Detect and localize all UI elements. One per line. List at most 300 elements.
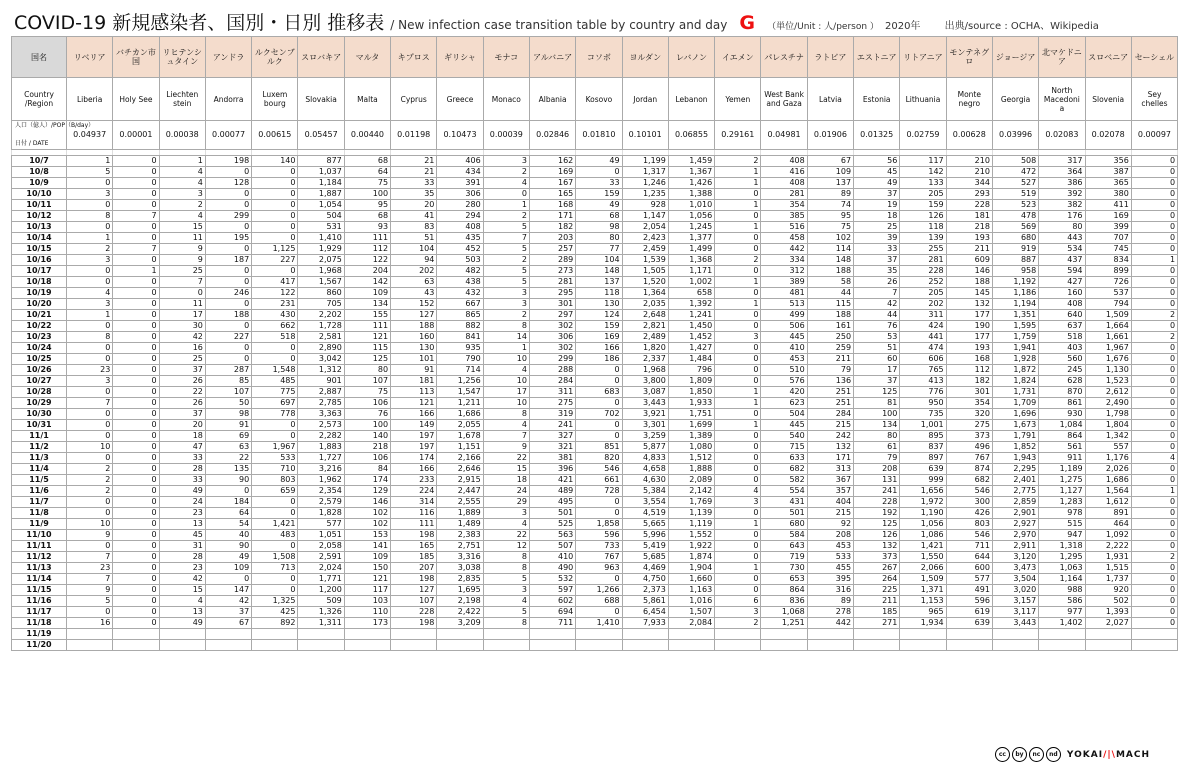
case-count-cell: 2,915	[437, 475, 483, 486]
case-count-cell: 606	[900, 354, 946, 365]
case-count-cell: 8	[67, 332, 113, 343]
case-count-cell: 295	[529, 288, 575, 299]
case-count-cell: 0	[715, 354, 761, 365]
case-count-cell: 165	[391, 541, 437, 552]
case-count-cell: 1,186	[992, 288, 1038, 299]
case-count-cell: 1,523	[1085, 376, 1131, 387]
country-name-jp: アンドラ	[205, 37, 251, 78]
case-count-cell: 106	[344, 453, 390, 464]
case-count-cell: 1,507	[668, 607, 714, 618]
case-count-cell: 110	[344, 607, 390, 618]
case-count-cell: 576	[761, 376, 807, 387]
case-count-cell: 68	[344, 211, 390, 222]
case-count-cell: 0	[113, 409, 159, 420]
country-name-en: Yemen	[715, 78, 761, 121]
footer	[995, 747, 1150, 762]
case-count-cell: 0	[252, 508, 298, 519]
case-count-cell: 95	[344, 200, 390, 211]
case-count-cell: 41	[391, 211, 437, 222]
table-row	[12, 497, 1178, 508]
case-count-cell: 919	[992, 244, 1038, 255]
case-count-cell: 6,454	[622, 607, 668, 618]
case-count-cell: 364	[1039, 167, 1085, 178]
case-count-cell: 3,087	[622, 387, 668, 398]
country-name-en: Slovenia	[1085, 78, 1131, 121]
case-count-cell: 1,934	[900, 618, 946, 629]
case-count-cell: 0	[252, 541, 298, 552]
case-count-cell: 1,759	[992, 332, 1038, 343]
case-count-cell: 122	[344, 255, 390, 266]
case-count-cell: 1	[715, 420, 761, 431]
case-count-cell: 834	[1085, 255, 1131, 266]
case-count-cell: 231	[252, 299, 298, 310]
case-count-cell: 776	[900, 387, 946, 398]
case-count-cell: 0	[1131, 519, 1177, 530]
case-count-cell	[437, 640, 483, 651]
case-count-cell: 218	[946, 222, 992, 233]
case-count-cell: 767	[576, 552, 622, 563]
case-count-cell: 241	[529, 420, 575, 431]
case-count-cell: 519	[992, 189, 1038, 200]
case-count-cell: 281	[761, 189, 807, 200]
table-row	[12, 398, 1178, 409]
date-cell: 11/8	[12, 508, 67, 519]
case-count-cell: 1,190	[900, 508, 946, 519]
case-count-cell: 1,241	[668, 310, 714, 321]
case-count-cell: 1,887	[298, 189, 344, 200]
case-count-cell: 4,750	[622, 574, 668, 585]
country-name-jp: ラトビア	[807, 37, 853, 78]
case-count-cell: 639	[946, 618, 992, 629]
case-count-cell: 930	[1039, 409, 1085, 420]
case-count-cell: 301	[529, 299, 575, 310]
case-count-cell: 0	[715, 321, 761, 332]
case-count-cell: 161	[807, 321, 853, 332]
case-count-cell: 546	[576, 464, 622, 475]
case-count-cell: 1,325	[252, 596, 298, 607]
table-row	[12, 596, 1178, 607]
case-count-cell: 176	[1039, 211, 1085, 222]
case-count-cell: 3,216	[298, 464, 344, 475]
source-label: 出典/source : OCHA、Wikipedia	[944, 21, 1099, 32]
case-count-cell: 874	[946, 464, 992, 475]
case-count-cell: 502	[1085, 596, 1131, 607]
case-count-cell: 136	[807, 376, 853, 387]
country-population: 0.00039	[483, 121, 529, 150]
case-count-cell: 241	[854, 486, 900, 497]
case-count-cell: 122	[252, 288, 298, 299]
case-count-cell: 561	[1039, 442, 1085, 453]
case-count-cell: 93	[344, 222, 390, 233]
case-count-cell	[1085, 640, 1131, 651]
case-count-cell: 17	[159, 310, 205, 321]
case-count-cell: 1,874	[668, 552, 714, 563]
case-count-cell: 0	[576, 365, 622, 376]
case-count-cell: 1,661	[1085, 332, 1131, 343]
case-count-cell: 1,410	[298, 233, 344, 244]
case-count-cell: 426	[946, 508, 992, 519]
case-count-cell: 3,020	[992, 585, 1038, 596]
case-count-cell	[159, 640, 205, 651]
case-count-cell: 803	[946, 519, 992, 530]
date-cell: 11/19	[12, 629, 67, 640]
case-count-cell: 892	[252, 618, 298, 629]
case-count-cell: 3,117	[992, 607, 1038, 618]
case-count-cell: 2	[483, 211, 529, 222]
case-count-cell: 4	[715, 486, 761, 497]
date-cell: 11/10	[12, 530, 67, 541]
case-count-cell: 162	[529, 156, 575, 167]
case-count-cell: 1,727	[298, 453, 344, 464]
case-count-cell: 389	[761, 277, 807, 288]
case-count-cell: 1,872	[992, 365, 1038, 376]
case-count-cell: 4	[159, 596, 205, 607]
case-count-cell: 455	[807, 563, 853, 574]
case-count-cell: 2,222	[1085, 541, 1131, 552]
case-count-cell	[946, 629, 992, 640]
case-count-cell: 228	[900, 266, 946, 277]
case-count-cell: 81	[854, 398, 900, 409]
case-count-cell: 3,259	[622, 431, 668, 442]
case-count-cell: 619	[946, 607, 992, 618]
case-count-cell: 139	[900, 233, 946, 244]
unit-note: （単位/Unit : 人/person ）	[767, 22, 879, 32]
case-count-cell: 0	[715, 343, 761, 354]
case-count-cell: 745	[1085, 244, 1131, 255]
date-cell: 11/4	[12, 464, 67, 475]
table-row	[12, 200, 1178, 211]
brand-logo: YOKAI/|\MACH	[1066, 749, 1150, 760]
case-count-cell: 1,547	[437, 387, 483, 398]
case-count-cell: 218	[344, 442, 390, 453]
case-count-cell: 0	[1131, 222, 1177, 233]
case-count-cell: 0	[113, 453, 159, 464]
case-count-cell: 169	[1085, 211, 1131, 222]
case-count-cell	[483, 629, 529, 640]
case-count-cell: 0	[113, 288, 159, 299]
case-count-cell: 2,282	[298, 431, 344, 442]
case-count-cell: 895	[900, 431, 946, 442]
case-count-cell: 2,447	[437, 486, 483, 497]
case-count-cell: 0	[715, 574, 761, 585]
case-count-cell: 8	[483, 563, 529, 574]
case-count-cell: 911	[1039, 453, 1085, 464]
case-count-cell: 0	[715, 431, 761, 442]
table-row	[12, 431, 1178, 442]
case-count-cell: 864	[1039, 431, 1085, 442]
case-count-cell: 2	[67, 475, 113, 486]
case-count-cell: 80	[576, 233, 622, 244]
case-count-cell: 1	[1131, 255, 1177, 266]
case-count-cell: 424	[900, 321, 946, 332]
case-count-cell: 18	[854, 211, 900, 222]
case-count-cell: 30	[159, 321, 205, 332]
case-count-cell: 711	[946, 541, 992, 552]
case-count-cell: 29	[483, 497, 529, 508]
case-count-cell: 0	[715, 189, 761, 200]
case-count-cell: 125	[854, 519, 900, 530]
case-count-cell: 124	[576, 310, 622, 321]
case-count-cell: 24	[483, 486, 529, 497]
case-count-cell: 11	[159, 299, 205, 310]
case-count-cell: 344	[946, 178, 992, 189]
date-cell: 10/15	[12, 244, 67, 255]
case-count-cell: 160	[1039, 288, 1085, 299]
case-count-cell: 0	[715, 365, 761, 376]
case-count-cell: 182	[529, 222, 575, 233]
case-count-cell: 49	[576, 200, 622, 211]
case-count-cell: 0	[252, 233, 298, 244]
case-count-cell: 1,364	[622, 288, 668, 299]
case-count-cell: 92	[807, 519, 853, 530]
case-count-cell: 445	[761, 420, 807, 431]
case-count-cell: 11	[159, 233, 205, 244]
case-count-cell: 160	[391, 332, 437, 343]
case-count-cell: 10	[483, 398, 529, 409]
table-row	[12, 211, 1178, 222]
case-count-cell: 735	[900, 409, 946, 420]
case-count-cell: 0	[1131, 376, 1177, 387]
case-count-cell: 920	[1085, 585, 1131, 596]
case-count-cell: 820	[576, 453, 622, 464]
case-count-cell: 0	[1131, 464, 1177, 475]
infection-table	[11, 36, 1178, 651]
country-name-jp: スロバキア	[298, 37, 344, 78]
case-count-cell: 697	[252, 398, 298, 409]
case-count-cell: 2	[483, 167, 529, 178]
case-count-cell: 7	[113, 211, 159, 222]
case-count-cell: 224	[391, 486, 437, 497]
case-count-cell: 0	[113, 178, 159, 189]
case-count-cell: 2	[67, 244, 113, 255]
case-count-cell: 2,970	[992, 530, 1038, 541]
case-count-cell: 245	[1039, 365, 1085, 376]
case-count-cell: 33	[854, 244, 900, 255]
case-count-cell: 1,311	[298, 618, 344, 629]
case-count-cell	[298, 629, 344, 640]
case-count-cell: 2,890	[298, 343, 344, 354]
case-count-cell: 2,066	[900, 563, 946, 574]
country-name-en: Georgia	[992, 78, 1038, 121]
case-count-cell: 1,266	[576, 585, 622, 596]
case-count-cell: 540	[761, 431, 807, 442]
case-count-cell: 102	[344, 508, 390, 519]
case-count-cell: 10	[483, 354, 529, 365]
case-count-cell: 546	[946, 486, 992, 497]
case-count-cell: 0	[1131, 288, 1177, 299]
case-count-cell: 2,055	[437, 420, 483, 431]
case-count-cell: 16	[67, 618, 113, 629]
case-count-cell: 7	[67, 398, 113, 409]
case-count-cell: 1,450	[668, 321, 714, 332]
case-count-cell: 0	[113, 497, 159, 508]
case-count-cell: 478	[992, 211, 1038, 222]
case-count-cell: 1,427	[668, 343, 714, 354]
date-cell: 10/11	[12, 200, 67, 211]
case-count-cell: 264	[854, 574, 900, 585]
case-count-cell: 109	[205, 563, 251, 574]
case-count-cell: 43	[391, 288, 437, 299]
case-count-cell: 91	[205, 420, 251, 431]
case-count-cell: 633	[761, 453, 807, 464]
case-count-cell: 5	[67, 167, 113, 178]
case-count-cell: 80	[1039, 222, 1085, 233]
case-count-cell: 354	[761, 200, 807, 211]
case-count-cell: 1,326	[298, 607, 344, 618]
case-count-cell: 1,968	[622, 365, 668, 376]
case-count-cell: 4,469	[622, 563, 668, 574]
country-name-jp: モンテネグロ	[946, 37, 992, 78]
case-count-cell: 0	[1131, 189, 1177, 200]
case-count-cell: 4	[159, 211, 205, 222]
country-name-en: Luxem bourg	[252, 78, 298, 121]
case-count-cell: 2,591	[298, 552, 344, 563]
case-count-cell: 192	[854, 508, 900, 519]
case-count-cell: 1,452	[668, 332, 714, 343]
case-count-cell: 5	[483, 244, 529, 255]
case-count-cell: 767	[946, 453, 992, 464]
case-count-cell: 0	[113, 398, 159, 409]
case-count-cell: 425	[252, 607, 298, 618]
case-count-cell: 2,612	[1085, 387, 1131, 398]
case-count-cell: 288	[529, 365, 575, 376]
case-count-cell: 35	[391, 189, 437, 200]
case-count-cell: 637	[1039, 321, 1085, 332]
case-count-cell: 1,941	[992, 343, 1038, 354]
case-count-cell: 0	[1131, 618, 1177, 629]
case-count-cell: 24	[159, 497, 205, 508]
table-row	[12, 453, 1178, 464]
date-cell: 10/10	[12, 189, 67, 200]
case-count-cell: 1,929	[298, 244, 344, 255]
case-count-cell: 1,552	[668, 530, 714, 541]
case-count-cell	[1039, 629, 1085, 640]
case-count-cell	[622, 640, 668, 651]
group-label: G	[739, 12, 756, 34]
case-count-cell: 7	[113, 244, 159, 255]
table-row	[12, 409, 1178, 420]
case-count-cell: 3,209	[437, 618, 483, 629]
case-count-cell: 711	[529, 618, 575, 629]
case-count-cell: 1	[67, 156, 113, 167]
case-count-cell: 1,235	[622, 189, 668, 200]
case-count-cell: 790	[437, 354, 483, 365]
pop-label: 人口（億人）/POP（B/day）	[15, 122, 95, 129]
case-count-cell: 0	[67, 541, 113, 552]
case-count-cell: 3	[483, 508, 529, 519]
case-count-cell: 313	[807, 464, 853, 475]
case-count-cell: 0	[715, 233, 761, 244]
case-count-cell: 23	[67, 563, 113, 574]
case-count-cell: 299	[529, 354, 575, 365]
case-count-cell: 202	[900, 299, 946, 310]
case-count-cell	[159, 629, 205, 640]
case-count-cell: 0	[205, 299, 251, 310]
case-count-cell: 0	[252, 266, 298, 277]
case-count-cell: 499	[761, 310, 807, 321]
case-count-cell: 0	[67, 431, 113, 442]
case-count-cell: 1,505	[622, 266, 668, 277]
case-count-cell: 683	[576, 387, 622, 398]
case-count-cell: 2	[1131, 332, 1177, 343]
case-count-cell: 483	[252, 530, 298, 541]
case-count-cell: 0	[715, 453, 761, 464]
case-count-cell: 98	[205, 409, 251, 420]
case-count-cell: 132	[854, 541, 900, 552]
case-count-cell: 159	[576, 189, 622, 200]
case-count-cell: 1,153	[900, 596, 946, 607]
case-count-cell: 1,056	[668, 211, 714, 222]
case-count-cell: 2,337	[622, 354, 668, 365]
case-count-cell: 1	[715, 519, 761, 530]
case-count-cell: 1,246	[622, 178, 668, 189]
case-count-cell: 0	[67, 453, 113, 464]
case-count-cell: 1,731	[992, 387, 1038, 398]
case-count-cell: 516	[761, 222, 807, 233]
case-count-cell: 228	[946, 200, 992, 211]
case-count-cell: 0	[1131, 508, 1177, 519]
case-count-cell: 504	[761, 409, 807, 420]
case-count-cell: 148	[807, 255, 853, 266]
country-name-jp: バチカン市国	[113, 37, 159, 78]
case-count-cell: 294	[437, 211, 483, 222]
case-count-cell: 515	[1039, 519, 1085, 530]
case-count-cell: 251	[807, 398, 853, 409]
country-name-jp: スロベニア	[1085, 37, 1131, 78]
date-cell: 11/18	[12, 618, 67, 629]
case-count-cell: 1,092	[1085, 530, 1131, 541]
case-count-cell: 432	[437, 288, 483, 299]
case-count-cell: 963	[576, 563, 622, 574]
date-cell: 11/9	[12, 519, 67, 530]
case-count-cell: 0	[1131, 574, 1177, 585]
case-count-cell: 836	[761, 596, 807, 607]
case-count-cell: 0	[67, 277, 113, 288]
case-count-cell: 4	[159, 167, 205, 178]
case-count-cell: 354	[946, 398, 992, 409]
case-count-cell: 1,612	[1085, 497, 1131, 508]
case-count-cell: 1,139	[668, 508, 714, 519]
case-count-cell: 0	[67, 343, 113, 354]
table-row	[12, 178, 1178, 189]
case-count-cell: 560	[1039, 354, 1085, 365]
case-count-cell: 1,696	[992, 409, 1038, 420]
country-population: 0.01906	[807, 121, 853, 150]
case-count-cell	[761, 629, 807, 640]
case-count-cell: 2,198	[437, 596, 483, 607]
case-count-cell: 5	[483, 574, 529, 585]
case-count-cell: 623	[761, 398, 807, 409]
case-count-cell: 870	[1039, 387, 1085, 398]
case-count-cell: 126	[854, 530, 900, 541]
case-count-cell: 597	[529, 585, 575, 596]
case-count-cell	[252, 629, 298, 640]
table-row	[12, 299, 1178, 310]
case-count-cell: 3,443	[992, 618, 1038, 629]
case-count-cell: 1,499	[668, 244, 714, 255]
case-count-cell: 0	[205, 167, 251, 178]
table-row	[12, 475, 1178, 486]
case-count-cell: 640	[1039, 310, 1085, 321]
case-count-cell: 0	[715, 530, 761, 541]
country-population: 0.00628	[946, 121, 992, 150]
case-count-cell: 435	[437, 233, 483, 244]
case-count-cell: 0	[1131, 200, 1177, 211]
case-count-cell: 2,573	[298, 420, 344, 431]
case-count-cell: 167	[529, 178, 575, 189]
case-count-cell: 0	[252, 585, 298, 596]
case-count-cell: 198	[391, 618, 437, 629]
